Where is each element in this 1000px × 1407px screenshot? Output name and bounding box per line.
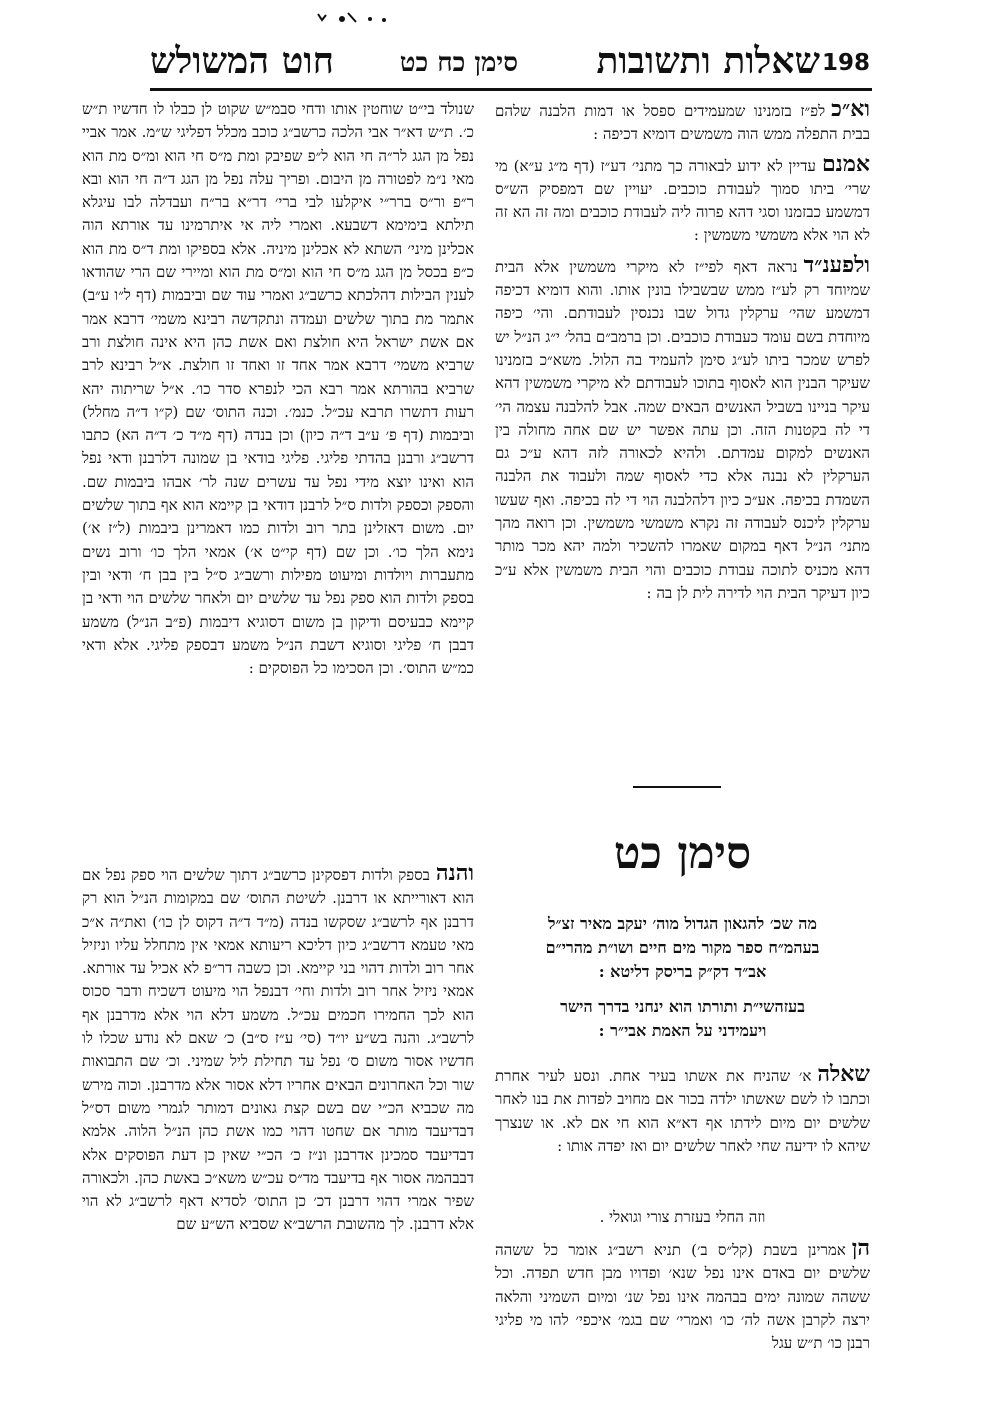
book-title: שאלות ותשובות [596,40,820,82]
siman-heading: סימן כט [613,828,752,879]
right-column [495,98,870,611]
dedication-line: בעזהשי״ת ותורתו הוא ינחני בדרך הישר [560,997,805,1016]
dedication [495,995,870,1043]
left-column [82,98,474,686]
intro-line: בעהמ״ח ספר מקור מים חיים ושו״ת מהרי״ם [545,938,820,957]
question-text: א׳ שהניח את אשתו בעיר אחת. ונסע לעיר אחרת וכתבו לו לשם שאשתו ילדה בכור אם מחויב לפדות את בנו לאחר שלשים יום מיום לידתו אף דא״א הוא חי אם לא. או שנצרך שיהא לו ידיעה שחי לאחר שלשים יום ואז יפדה אותו : [495,1067,870,1155]
paragraph-lead: אמנם [821,150,870,177]
paragraph-lead: ולפענ״ד [803,251,870,278]
dedication-line: ויעמידני על האמת אבי״ר : [598,1021,767,1040]
answer-lead: הן [851,1235,870,1261]
paragraph-text: נראה דאף לפי״ז לא מיקרי משמשין אלא הבית שמיוחד רק לע״ז ממש שבשבילו בונין אותו. והוא דומיא דכיפה דמשמע שהי׳ ערקלין גדול שבו נכנסין לעבודתם. והי׳ כיפה מיוחדת בשם עומד כעבודת כוכבים. וכן ברמב״ם בהל׳ י״ג הנ״ל יש לפרש שמכר ביתו לע״ג סימן להעמיד בה הלול. משא״כ בזמנינו שעיקר הבנין הוא לאסוף בתוכו לעבודתם לא מיקרי משמשין דהא עיקר בניינו בשביל האנשים הבאים שמה. אבל להלבנה עצמה הי׳ די לה בקטנות הזה. וכן עתה אפשר יש שם אחה מחולה בין האנשים למקום עמדתם. ולהיא לכאורה לזה דהא ע״כ גם הערקלין לא נבנה אלא כדי לאסוף שמה ולעבוד את הלבנה השמדת בכיפה. אע״כ כיון דלהלבנה הוי די לה בכיפה. ואף שעשו ערקלין ליכנס לעבודה זה נקרא משמשי משמשין. וכן רואה מהך מתני׳ הנ״ל דאף במקום שאמרו להשכיר ולמה יהא מכר מותר דהא מכניס לתוכה עבודת כוכבים והוי הבית משמשין אלא ע״כ כיון דעיקר הבית הוי לדירה לית לן בה : [495,257,870,602]
header-siman: סימן כח כט [399,48,518,78]
intro-line: מה שכ׳ להגאון הגדול מוה׳ יעקב מאיר זצ״ל [548,914,817,933]
left-column-text: שנולד בי״ט שוחטין אותו ודחי סבמ״ש שקוט לן כבלו לו חדשיו ת״ש כ׳. ת״ש דא״ר אבי הלכה כרשב״ג כוכב מכלל דפליגי ש״מ. אמר אביי נפל מן הגג לר״ה חי הוא ל״פ שפיבק ומת מ״ס חי הוא ומ״ס מת הוא מאי נ״מ לפטורה מן היבום. ופריך עלה נפל מן הגג ד״ה חי הוא ובא ר״פ ור״ס ברר״י איקלעו לבי ברי׳ דר״א בר״ח ועבדלה לבו עיגלא תילתא בימימא דשבעא. ואמרי ליה אי איתרמינו עד אורתא הוה אכלינן מיני׳ השתא לא אכלינן מיניה. אלא בספיקו ומת ד״ס מת הוא כ״פ בכסל מן הגג מ״ס חי הוא ומ״ס מת הוא ומיירי שם הרי שהודאו לענין הבילות דהלכתא כרשב״ג ואמרי עוד שם וביבמות (דף ל״ו ע״ב) אתמר מת בתוך שלשים ועמדה ונתקדשה רבינא משמי׳ דרבא אמר אם אשת ישראל היא חולצת ואם אשת כהן היא אינה חולצת ורב שרביא משמי׳ דרבא אמר אחד זו ואחד זו חולצת. א״ל רבינא לרב שרביא בהורתא אמר רבא הכי לנפרא סדר כו׳. א״ל שריתוה יהא רעות דתשרו תרבא עכ״ל. כנמ׳. וכנה התוס׳ שם (ק״ו ד״ה מחלל) וביבמות (דף פ׳ ע״ב ד״ה כיון) וכן בנדה (דף מ״ד כ׳ ד״ה הא) כתבו דרשב״ג ורבנן בהדתי פליגי. פליגי בודאי בן שמונה דלרבנן ודאי נפל הוא ואינו יוצא מידי נפל עד עשרים שנה לר׳ אבהו ביבמות שם. והספק וכספק ולדות ס״ל לרבנן דודאי בן קיימא הוא אף בתוך שלשים יום. משום דאזלינן בתר רוב ולדות כמו דאמרינן ביבמות (ל״ז א׳) נימא הלך כו׳. וכן שם (דף קי״ט א׳) אמאי הלך כו׳ ורוב נשים מתעברות ויולדות ומיעוט מפילות ורשב״ג ס״ל בין בבן ח׳ ודאי ובין בספק ולדות הוא ספק נפל עד שלשים יום ולאחר שלשים הוי ודאי בן קיימא כבעיסם ודיקון בן משום דסוגיא דיבמות (פ״ב הנ״ל) משמע דבבן ח׳ פליגי וסוגיא דשבת הנ״ל משמע דבספק פליגי. אלא ודאי כמ״ש התוס׳. וכן הסכימו כל הפוסקים : [82,100,474,678]
question-paragraph [495,1063,870,1158]
left-column-continued [82,862,474,1237]
opening-phrase: וזה החלי בעזרת צורי וגואלי . [599,1208,766,1226]
paragraph-text: בספק ולדות דפסקינן כרשב״ג דתוך שלשים הוי ספק נפל אם הוא דאורייתא או דרבנן. לשיטת התוס׳ שם במקומות הנ״ל הוא רק דרבנן אף לרשב״ג שסקשו בנדה (מ״ד ד״ה דקוס לן כו׳) ואת״ה א״כ מאי טעמא דרשב״ג כיון דליכא ריעותא אמאי אין מתחלל עליו וניזיל אחר רוב ולדות דהוי בני קיימא. וכן כשבה דר״פ לא אכיל עד אורתא. אמאי ניזיל אחר רוב ולדות וחי׳ דבנפל הוי מיעוט דשכיח ודבר סכוס הוא לכך החמירו חכמים עכ״ל. משמע דלא הוי אלא מדרבנן אף לרשב״ג. והנה בש״ע יו״ד (סי׳ ע״ז ס״ב) כ׳ שאם לא נודע שכלו לו חדשיו אסור משום ס׳ נפל עד תחילת ליל שמיני. וכ׳ שם התבואות שור וכל האחרונים הבאים אחריו דלא אסור אלא מדרבנן. וכוה מירש מה שכביא הכ״י שם בשם קצת גאונים דמותר לגמרי משום דס״ל דבדיעבד מותר אם שחטו דהוי כמו אשת כהן הנ״ל הלוה. אלמא דבדיעבד סמכינן אדרבנן ונ״ז כ׳ הכ״י שאין כן דעת הפוסקים אלא דבבהמה אסור אף בדיעבד מד״ס עכ״ש משא״כ באשת כהן. ולכאורה שפיר אמרי דהוי דרבנן דכ׳ כן התוס׳ לסדיא דאף לרשב״ג לא הוי אלא דרבנן. לך מהשובת הרשב״א שסביא הש״ע שם [82,866,474,1234]
intro-line: אב״ד דק״ק בריסק דליטא : [598,962,767,981]
paragraph-lead: והנה [435,860,474,886]
paragraph-text: לפ״ז בזמנינו שמעמידים ספסל או דמות הלבנה שלהם בבית התפלה ממש הוה משמשים דומיא דכיפה : [495,102,870,144]
paragraph [495,251,870,605]
page-header [150,40,870,90]
question-lead: שאלה [817,1061,870,1087]
paragraph [495,98,870,147]
paragraph-text: עדיין לא ידוע לבאורה כך מתני׳ דע״ז (דף מ״ג ע״א) מי שרי׳ ביתו סמוך לעבודת כוכבים. יעויין שם דמפסיק הש״ס דמשמע כבזמנו וסגי דהא פרוה ליה לעבודת כוכבים ומה זה הא זה לא הוי אלא משמשי משמשין : [495,156,870,245]
header-rule [150,88,872,91]
siman-intro [495,912,870,984]
section-divider [633,786,721,788]
top-ornament-mark [312,10,392,24]
answer-text: אמרינן בשבת (קל״ס ב׳) תניא רשב״ג אומר כל ששהה שלשים יום באדם אינו נפל שנא׳ ופדויו מבן חדש תפדה. וכל ששהה שמונה ימים בבהמה אינו נפל שנ׳ ומיום השמיני והלאה ירצה לקרבן אשה לה׳ כו׳ ואמרי׳ שם בגמ׳ איכפי׳ להו מי פליגי רבנן כו׳ ת״ש עגל [495,1241,870,1353]
paragraph [495,150,870,248]
running-head: חוט המשולש [150,40,334,82]
paragraph-lead: וא״כ [831,96,870,122]
answer-paragraph [495,1237,870,1355]
page-number: 198 [821,50,870,76]
